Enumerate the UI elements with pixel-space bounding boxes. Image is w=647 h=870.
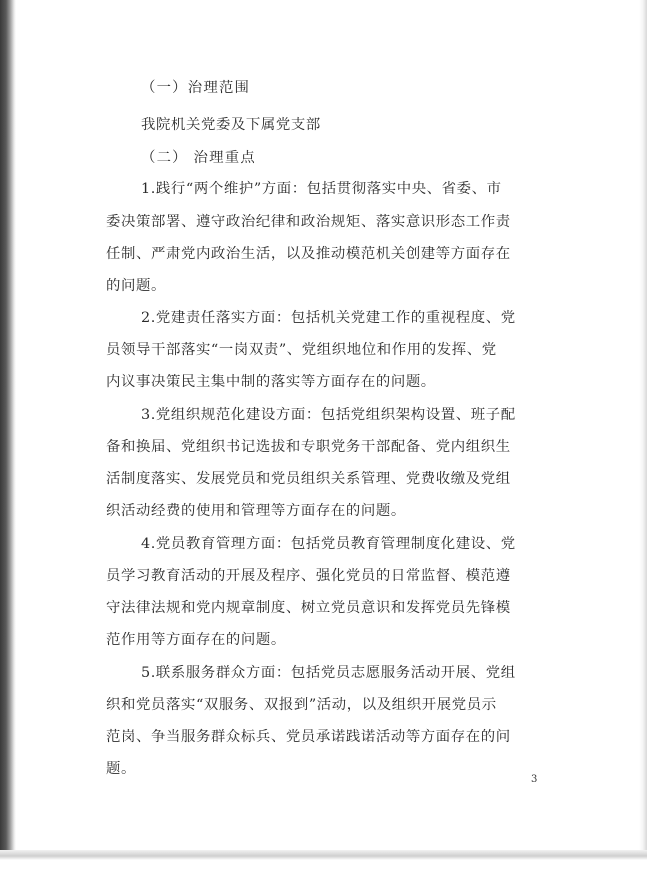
item3-line1: 3.党组织规范化建设方面：包括党组织架构设置、班子配 (141, 407, 516, 423)
item4-line2: 员学习教育活动的开展及程序、强化党员的日常监督、模范遵 (106, 568, 511, 584)
item4-line3: 守法律法规和党内规章制度、树立党员意识和发挥党员先锋模 (106, 600, 511, 616)
item1-line2: 委决策部署、遵守政治纪律和政治规矩、落实意识形态工作责 (106, 214, 511, 230)
item5-line2: 织和党员落实“双服务、双报到”活动，以及组织开展党员示 (106, 697, 497, 713)
scan-shadow-left (0, 0, 16, 870)
item3-line2: 备和换届、党组织书记选拔和专职党务干部配备、党内组织生 (106, 439, 511, 455)
item1-line1: 1.践行“两个维护”方面：包括贯彻落实中央、省委、市 (141, 181, 502, 197)
item1-line4: 的问题。 (106, 278, 166, 294)
item3-line4: 织活动经费的使用和管理等方面存在的问题。 (106, 503, 406, 519)
item4-line4: 范作用等方面存在的问题。 (106, 632, 286, 648)
item2-line2: 员领导干部落实“一岗双责”、党组织地位和作用的发挥、党 (106, 342, 497, 358)
scan-shadow-right (639, 0, 647, 850)
section1-title: （一）治理范围 (141, 80, 251, 96)
item5-line1: 5.联系服务群众方面：包括党员志愿服务活动开展、党组 (141, 665, 516, 681)
item3-line3: 活制度落实、发展党员和党员组织关系管理、党费收缴及党组 (106, 471, 511, 487)
item1-line3: 任制、严肃党内政治生活，以及推动模范机关创建等方面存在 (106, 246, 511, 262)
item5-line3: 范岗、争当服务群众标兵、党员承诺践诺活动等方面存在的问 (106, 729, 511, 745)
section2-title: （二） 治理重点 (141, 150, 256, 166)
item5-line4: 题。 (106, 761, 136, 777)
item2-line1: 2.党建责任落实方面：包括机关党建工作的重视程度、党 (141, 310, 516, 326)
section1-body: 我院机关党委及下属党支部 (141, 117, 321, 133)
scan-shadow-bottom (0, 850, 647, 870)
item4-line1: 4.党员教育管理方面：包括党员教育管理制度化建设、党 (141, 536, 516, 552)
item2-line3: 内议事决策民主集中制的落实等方面存在的问题。 (106, 374, 436, 390)
page-number: 3 (531, 774, 538, 785)
